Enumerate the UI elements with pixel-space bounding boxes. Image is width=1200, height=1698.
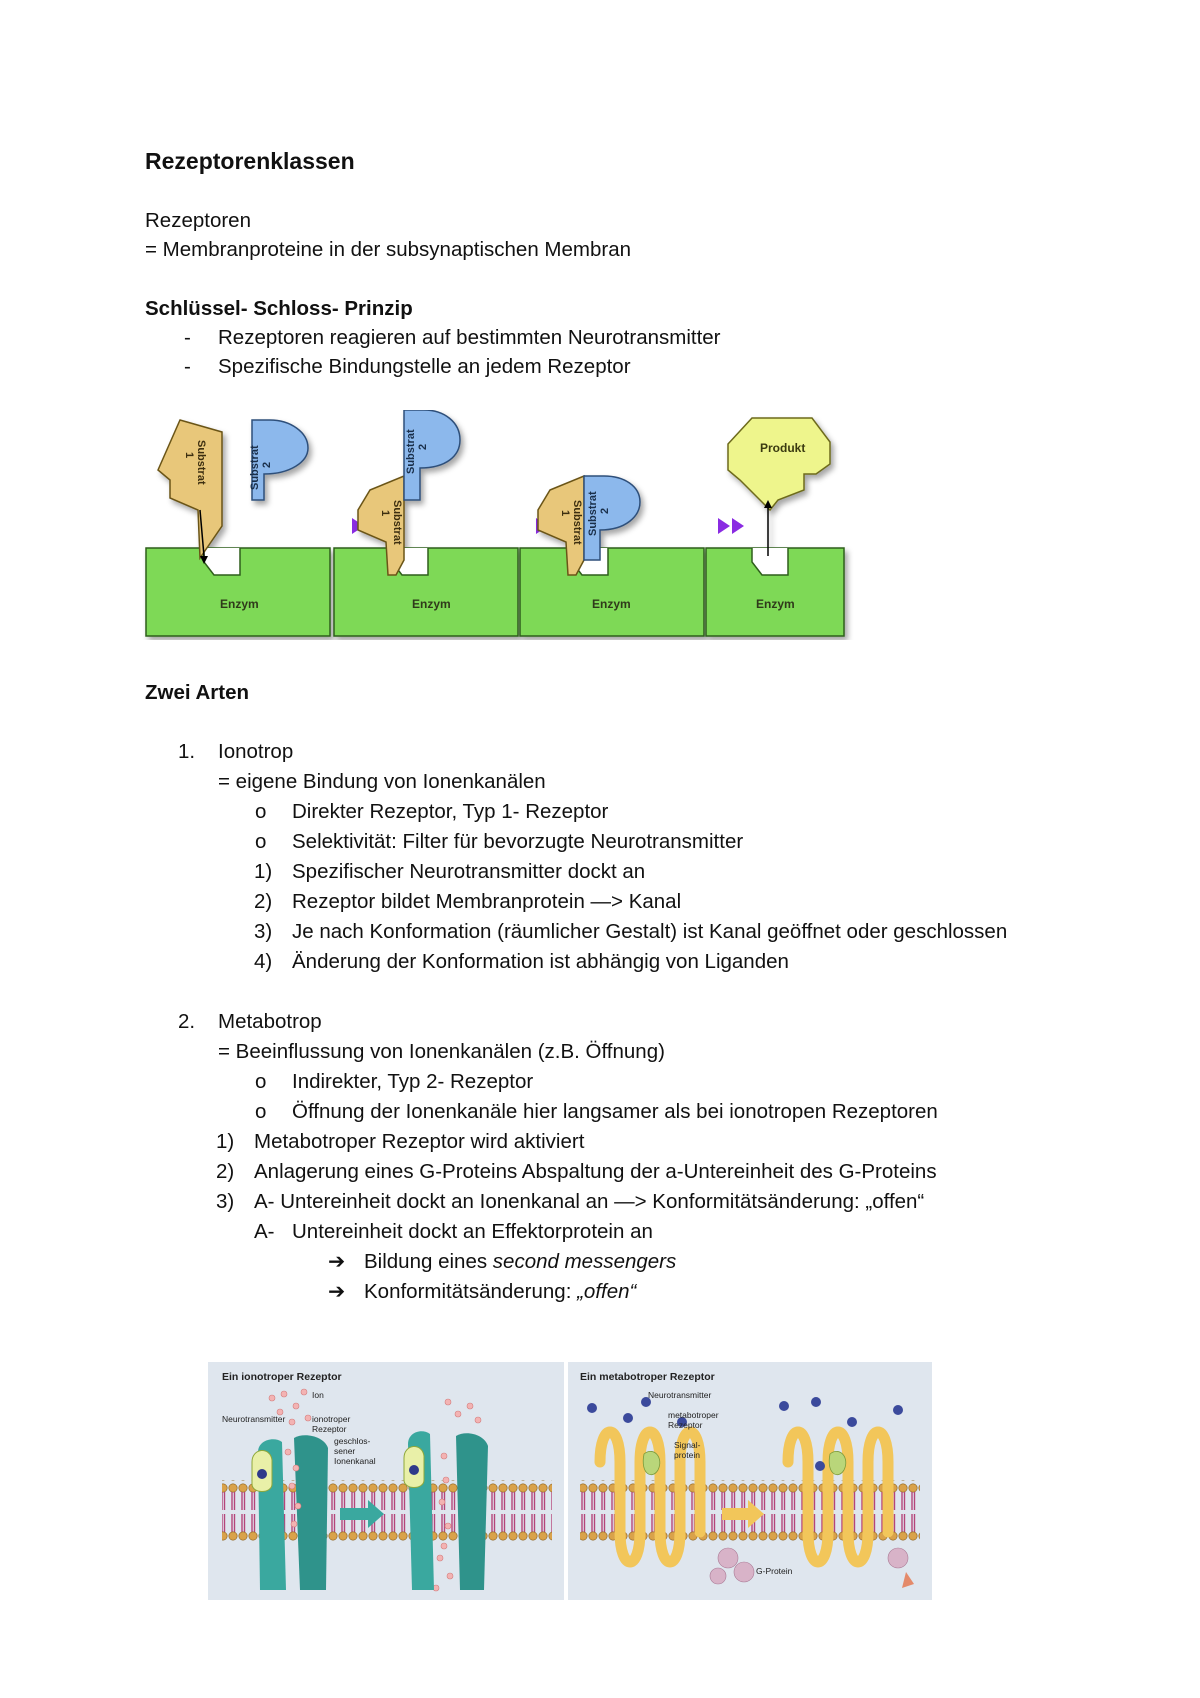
substrat2-number: 2 [261, 461, 273, 468]
metabotrop-point: Indirekter, Typ 2- Rezeptor [292, 1070, 534, 1093]
intro-definition: = Membranproteine in der subsynaptischen Membran [145, 238, 631, 261]
signal-protein [643, 1451, 660, 1474]
step-number: 3) [216, 1190, 235, 1213]
rez-label-2: Rezeptor [668, 1420, 703, 1430]
ionotrop-point: Direkter Rezeptor, Typ 1- Rezeptor [292, 800, 609, 823]
arrow-right-icon: ➔ [328, 1250, 346, 1273]
produkt-shape [728, 418, 830, 510]
signal-label-1: Signal- [674, 1440, 701, 1450]
metabotrop-panel-title: Ein metabotroper Rezeptor [580, 1371, 715, 1383]
metabotrop-effector: Untereinheit dockt an Effektorprotein an [292, 1220, 653, 1243]
substrat2-label: Substrat [587, 491, 599, 536]
substrat1-number: 1 [559, 510, 571, 517]
ion-channel [294, 1435, 328, 1590]
ionotrop-point: Selektivität: Filter für bevorzugte Neurotransmitter [292, 830, 744, 853]
arrow-item [364, 1279, 636, 1305]
principle-bullet: Rezeptoren reagieren auf bestimmten Neurotransmitter [218, 326, 721, 349]
ionotrop-step: Änderung der Konformation ist abhängig von Liganden [292, 950, 789, 973]
substrat2-number: 2 [599, 507, 611, 514]
rez-label-2: Rezeptor [312, 1424, 347, 1434]
substrat1-number: 1 [379, 510, 391, 517]
enzyme-label: Enzym [756, 597, 795, 611]
metabotrop-point: Öffnung der Ionenkanäle hier langsamer als bei ionotropen Rezeptoren [292, 1100, 938, 1123]
double-arrow-icon [718, 518, 744, 534]
substrat2-label: Substrat [405, 429, 417, 474]
list-number: 2. [178, 1010, 196, 1033]
arrow-item-italic: „offen“ [577, 1280, 637, 1303]
ionotrop-step: Rezeptor bildet Membranprotein —> Kanal [292, 890, 682, 913]
metabotrop-definition: = Beeinflussung von Ionenkanälen (z.B. Öffnung) [218, 1040, 665, 1063]
neurotransmitter [409, 1465, 419, 1475]
kanal-label-2: sener [334, 1446, 356, 1456]
substrat2-number: 2 [417, 443, 429, 450]
signal-label-2: protein [674, 1450, 700, 1460]
ionotrop-step: Je nach Konformation (räumlicher Gestalt) ist Kanal geöffnet oder geschlossen [292, 920, 1008, 943]
nt-label: Neurotransmitter [648, 1390, 712, 1400]
panel-3 [520, 476, 704, 636]
metabotrop-name: Metabotrop [218, 1010, 322, 1033]
substrat1-label: Substrat [391, 500, 403, 545]
types-heading: Zwei Arten [145, 681, 250, 704]
g-protein-label: G-Protein [756, 1566, 793, 1576]
ionotrop-step: Spezifischer Neurotransmitter dockt an [292, 860, 646, 883]
page-title: Rezeptorenklassen [145, 148, 355, 174]
signal-protein [829, 1451, 846, 1474]
enzyme-label: Enzym [412, 597, 451, 611]
substrat1-label: Substrat [571, 500, 583, 545]
intro-term: Rezeptoren [145, 209, 251, 232]
step-number: 2) [254, 890, 273, 913]
ionotrop-name: Ionotrop [218, 740, 294, 763]
list-number: 1. [178, 740, 196, 763]
step-number: 1) [216, 1130, 235, 1153]
substrat2-label: Substrat [249, 445, 261, 490]
neurotransmitter [257, 1469, 267, 1479]
ionotrop-definition: = eigene Bindung von Ionenkanälen [218, 770, 546, 793]
circle-marker: o [255, 1070, 267, 1093]
ion-channel [456, 1433, 488, 1590]
step-number: 2) [216, 1160, 235, 1183]
ion-label: Ion [312, 1390, 324, 1400]
substrat1-number: 1 [183, 452, 195, 459]
step-number: 3) [254, 920, 273, 943]
arrow-item [364, 1249, 676, 1275]
bullet-marker: - [184, 355, 191, 378]
arrow-item-text: Bildung eines [364, 1250, 493, 1273]
enzyme-label: Enzym [220, 597, 259, 611]
arrow-item-italic: second messengers [492, 1250, 677, 1273]
metabotrop-step: Metabotroper Rezeptor wird aktiviert [254, 1130, 585, 1153]
metabotrop-step: Anlagerung eines G-Proteins Abspaltung der a-Untereinheit des G-Proteins [254, 1160, 937, 1183]
rez-label-1: metabotroper [668, 1410, 719, 1420]
kanal-label-1: geschlos- [334, 1436, 371, 1446]
rez-label-1: ionotroper [312, 1414, 351, 1424]
lock-key-figure [140, 410, 860, 640]
produkt-label: Produkt [760, 441, 806, 455]
enzyme-label: Enzym [592, 597, 631, 611]
circle-marker: o [255, 800, 267, 823]
kanal-label-3: Ionenkanal [334, 1456, 376, 1466]
arrow-right-icon: ➔ [328, 1280, 346, 1303]
enzyme-block [520, 548, 704, 636]
circle-marker: o [255, 830, 267, 853]
arrow-item-text: Konformitätsänderung: [364, 1280, 578, 1303]
step-number: 4) [254, 950, 273, 973]
nt-label: Neurotransmitter [222, 1414, 286, 1424]
principle-heading: Schlüssel- Schloss- Prinzip [145, 297, 413, 320]
step-number: 1) [254, 860, 273, 883]
circle-marker: o [255, 1100, 267, 1123]
ionotrop-panel-title: Ein ionotroper Rezeptor [222, 1371, 342, 1383]
substrat1-label: Substrat [195, 440, 207, 485]
receptor-figure [208, 1362, 932, 1600]
substrat1-shape [158, 420, 222, 558]
principle-bullet: Spezifische Bindungstelle an jedem Rezeptor [218, 355, 631, 378]
metabotrop-step: A- Untereinheit dockt an Ionenkanal an —> Konformitätsänderung: „offen“ [254, 1190, 925, 1213]
bullet-marker: - [184, 326, 191, 349]
a-marker: A- [254, 1220, 275, 1243]
